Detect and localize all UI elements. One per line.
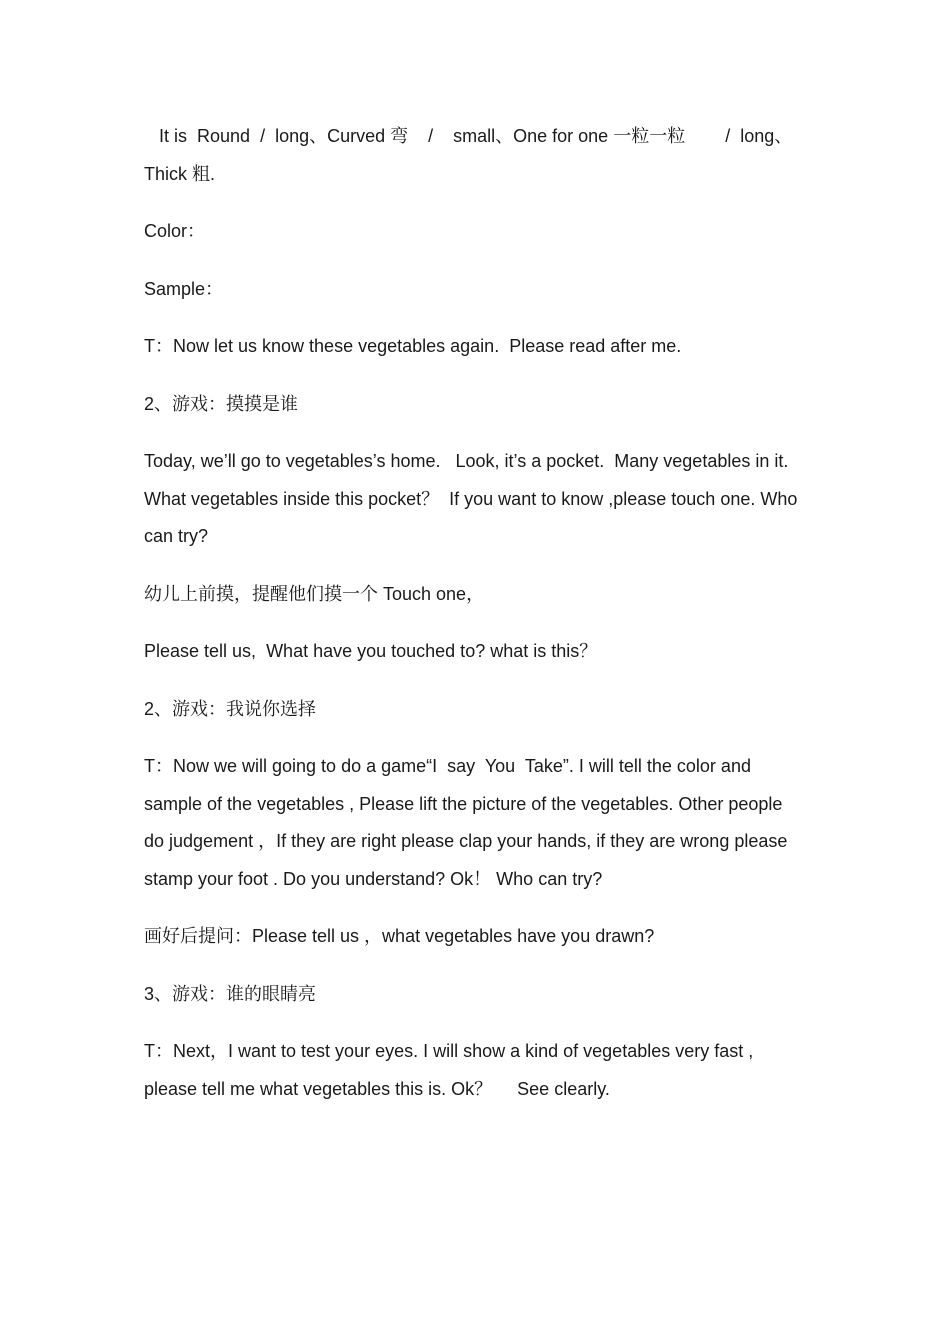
shape-description-line: It is Round / long、Curved 弯 / small、One for one 一粒一粒 / long、Thick 粗.	[144, 126, 793, 184]
pocket-intro-paragraph: Today, we’ll go to vegetables’s home. Look, it’s a pocket. Many vegetables in it. What vegetables inside this pocket？ If you want to know ,please touch one. Who can try?	[144, 451, 803, 546]
touch-one-line: 幼儿上前摸，提醒他们摸一个 Touch one，	[144, 583, 485, 604]
document-body	[144, 118, 804, 1108]
game-touch-heading: 2、游戏：摸摸是谁	[144, 393, 299, 414]
tell-us-touched-line: Please tell us, What have you touched to? what is this？	[144, 641, 598, 661]
read-after-me-line: T：Now let us know these vegetables again. Please read after me.	[144, 336, 682, 356]
game-choose-heading: 2、游戏：我说你选择	[144, 698, 317, 719]
i-say-you-take-paragraph: T：Now we will going to do a game“I say You Take”. I will tell the color and sample of the vegetables , Please lift the picture of the vegetables. Other people do judgement ，If they are right please clap your hands, if they are wrong please stamp your foot . Do you understand? Ok！ Who can try?	[144, 756, 793, 889]
after-drawing-line: 画好后提问：Please tell us ，what vegetables have you drawn?	[144, 926, 655, 946]
color-label: Color：	[144, 221, 206, 241]
sample-label: Sample：	[144, 278, 224, 299]
game-eyes-heading: 3、游戏：谁的眼睛亮	[144, 983, 317, 1004]
test-eyes-paragraph: T：Next，I want to test your eyes. I will show a kind of vegetables very fast , please tell me what vegetables this is. Ok？ See clearly.	[144, 1041, 759, 1099]
